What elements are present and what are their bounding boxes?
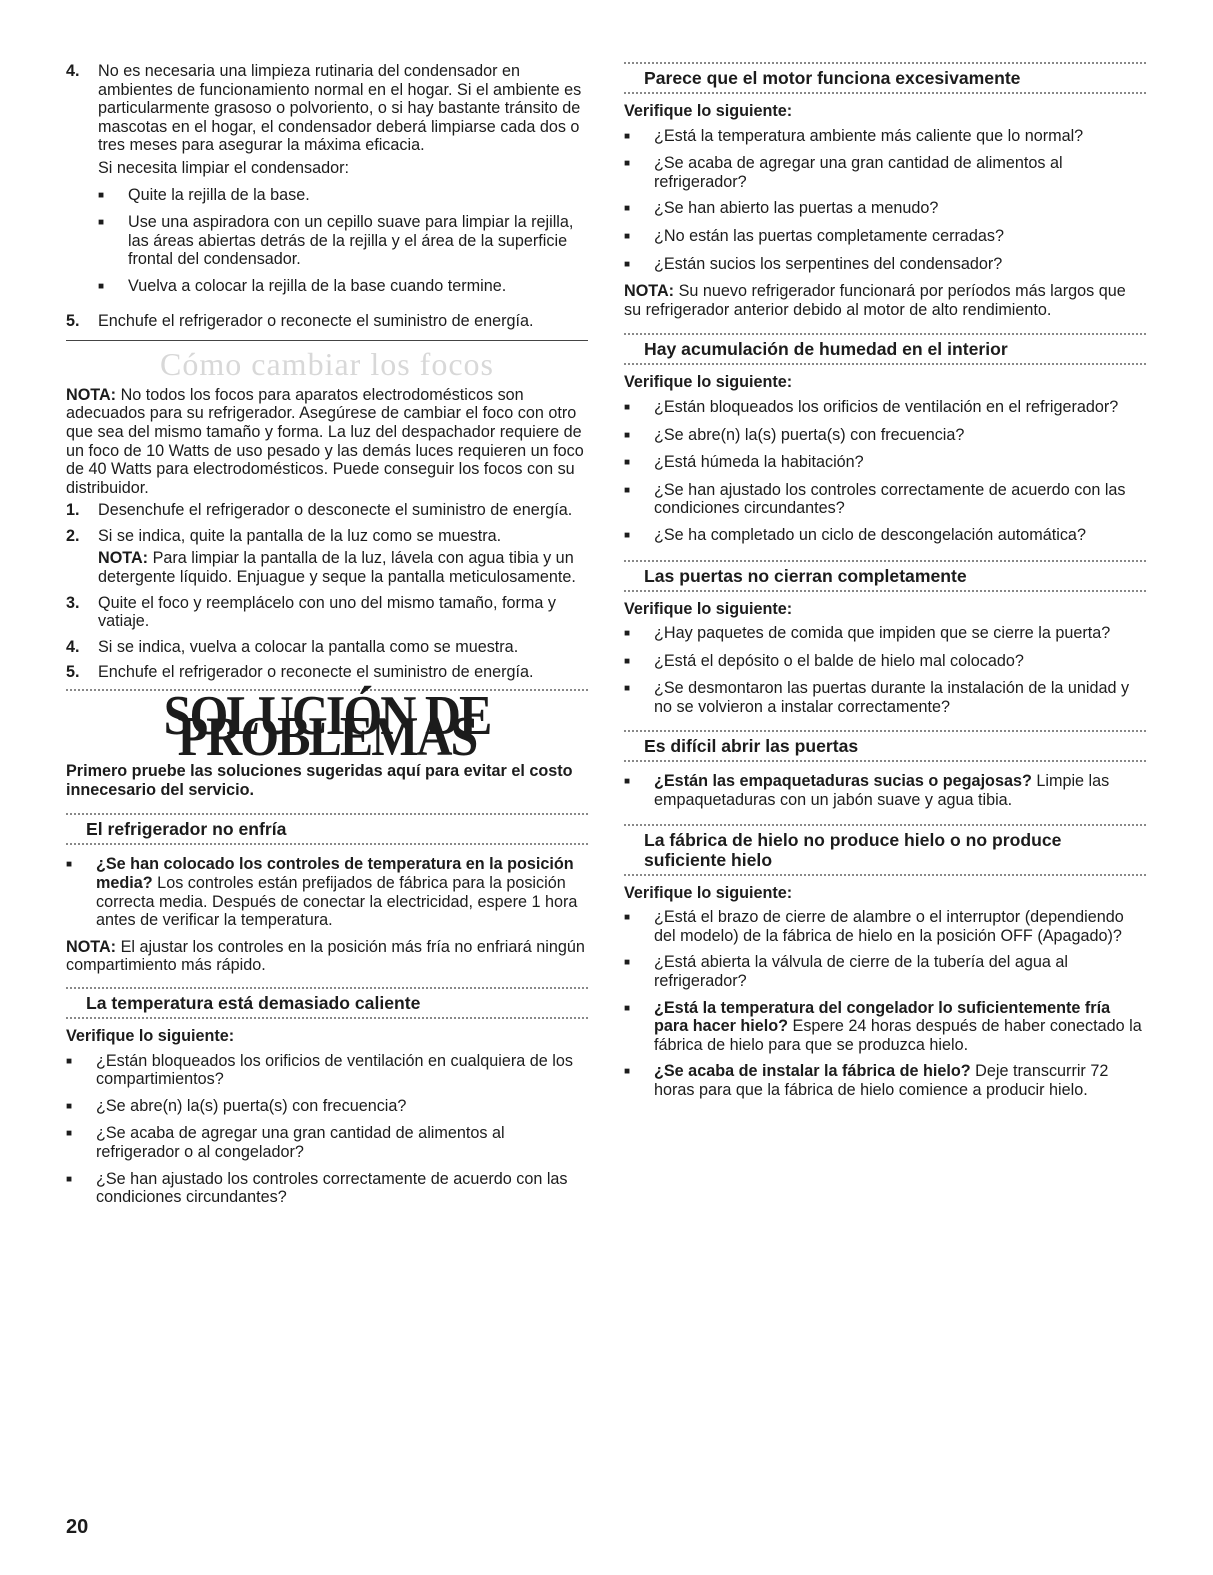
section-title-focos: Cómo cambiar los focos [160,346,494,383]
bullet-icon: ■ [66,859,73,871]
bulb-step-1: 1. Desenchufe el refrigerador o desconecte el suministro de energía. [66,501,573,520]
list-item: ■ ¿Está abierta la válvula de cierre de la tubería del agua al refrigerador? [624,953,1068,991]
step-subtext: Si necesita limpiar el condensador: [98,158,350,177]
divider [624,590,1146,592]
bullet-icon: ■ [66,1128,73,1140]
nota-paragraph: NOTA: No todos los focos para aparatos electrodomésticos son adecuados para su refrigerador. Asegúrese de cambiar el foco con otro que sea del mismo tamaño y forma. La luz del despachador requiere de un foco de 10 Watts de uso pesado y las demás luces requieren un foco de 40 Watts para electrodomésticos. Puede conseguir los focos con su distribuidor. [66,385,584,497]
bullet-icon: ■ [624,628,631,640]
list-item: ■ ¿Están las empaquetaduras sucias o pegajosas? Limpie las empaquetaduras con un jabón suave y agua tibia. [624,772,1110,810]
bullet-icon: ■ [98,217,105,229]
list-item: ■ ¿Se ha completado un ciclo de descongelación automática? [624,525,1086,544]
bullet-icon: ■ [624,230,631,242]
section-heading: Parece que el motor funciona excesivamente [644,68,1021,88]
list-item: ■ ¿No están las puertas completamente cerradas? [624,226,1005,245]
bulb-step-2: 2. Si se indica, quite la pantalla de la luz como se muestra. NOTA: Para limpiar la pantalla de la luz, lávela con agua tibia y un detergente líquido. Enjuague y seque la pantalla meticulosamente. [66,527,588,587]
bulb-step-4: 4. Si se indica, vuelva a colocar la pantalla como se muestra. [66,637,519,656]
list-item: ■ ¿Se acaba de agregar una gran cantidad de alimentos al refrigerador? [624,154,1063,191]
list-item: ■ ¿Se han ajustado los controles correctamente de acuerdo con las condiciones circundantes? [66,1169,568,1207]
bullet-icon: ■ [66,1055,73,1067]
list-item: ■ ¿Se han abierto las puertas a menudo? [624,199,939,218]
bullet-icon: ■ [624,957,631,969]
left-column [66,62,588,1215]
list-item: ■ Vuelva a colocar la rejilla de la base cuando termine. [98,276,507,295]
bullet-icon: ■ [624,776,631,788]
bulb-step-3: 3. Quite el foco y reemplácelo con uno del mismo tamaño, forma y vatiaje. [66,593,556,631]
divider [66,340,588,341]
intro-text: Primero pruebe las soluciones sugeridas aquí para evitar el costo innecesario del servicio. [66,762,573,799]
list-item: ■ ¿Están sucios los serpentines del condensador? [624,254,1003,273]
divider [624,363,1146,365]
divider [624,92,1146,94]
list-item: ■ Quite la rejilla de la base. [98,185,310,204]
list-item: ■ Use una aspiradora con un cepillo suave para limpiar la rejilla, las áreas abiertas detrás de la rejilla y el área de la superficie frontal del condensador. [98,213,574,269]
list-item: ■ ¿Está la temperatura del congelador lo suficientemente fría para hacer hielo? Espere 24 horas después de haber conectado la fábrica de hielo para que se produzca hielo. [624,998,1142,1054]
section-heading: Las puertas no cierran completamente [644,565,967,586]
verify-label: Verifique lo siguiente: [624,599,793,618]
bullet-icon: ■ [624,203,631,215]
list-item: ■ ¿Están bloqueados los orificios de ventilación en cualquiera de los compartimientos? [66,1051,573,1089]
list-item: ■ ¿Se han colocado los controles de temperatura en la posición media? Los controles están prefijados de fábrica para la posición correcta media. Después de conectar la electricidad, espere 1 hora antes de verificar la temperatura. [66,855,578,930]
bullet-icon: ■ [624,158,631,170]
step-5: 5. Enchufe el refrigerador o reconecte el suministro de energía. [66,311,534,330]
section-heading: Es difícil abrir las puertas [644,736,859,757]
bullet-icon: ■ [624,130,631,142]
list-item: ■ ¿Está la temperatura ambiente más caliente que lo normal? [624,126,1084,145]
verify-label: Verifique lo siguiente: [624,102,793,120]
nota-paragraph: NOTA: Su nuevo refrigerador funcionará por períodos más largos que su refrigerador anterior debido al motor de alto rendimiento. [624,282,1126,319]
bullet-icon: ■ [66,1100,73,1112]
nota-paragraph: NOTA: El ajustar los controles en la posición más fría no enfriará ningún compartimiento más rápido. [66,937,585,975]
list-item: ■ ¿Se abre(n) la(s) puerta(s) con frecuencia? [66,1096,407,1115]
bullet-icon: ■ [624,401,631,413]
list-item: ■ ¿Hay paquetes de comida que impiden que se cierre la puerta? [624,624,1111,643]
divider [624,760,1146,762]
step2-nota: NOTA: Para limpiar la pantalla de la luz, lávela con agua tibia y un detergente líquido. Enjuague y seque la pantalla meticulosamente. [98,549,576,587]
step-4 [66,62,588,305]
divider [66,843,588,845]
step-text: No es necesaria una limpieza rutinaria del condensador en ambientes de funcionamiento normal en el hogar. Si el ambiente es particularmente grasoso o polvoriento, o si hay bastante tránsito de mascotas en el hogar, el condensador deberá limpiarse cada dos o tres meses para asegurar la máxima eficacia. [98,62,582,155]
list-item: ■ ¿Se desmontaron las puertas durante la instalación de la unidad y no se volvieron a instalar correctamente? [624,679,1130,716]
section-heading: Hay acumulación de humedad en el interior [644,339,1008,360]
section-heading: El refrigerador no enfría [86,819,287,840]
bullet-icon: ■ [624,912,631,924]
bulb-step-5: 5. Enchufe el refrigerador o reconecte el suministro de energía. [66,663,534,682]
page-title: SOLUCIÓN DE PROBLEMAS [163,683,491,768]
bullet-icon: ■ [624,258,631,270]
section-heading: La fábrica de hielo no produce hielo o no produce suficiente hielo [644,829,1062,870]
list-item: ■ ¿Se acaba de instalar la fábrica de hielo? Deje transcurrir 72 horas para que la fábrica de hielo comience a producir hielo. [624,1062,1109,1099]
bullet-icon: ■ [624,484,631,496]
bullet-icon: ■ [98,189,105,201]
list-item: ■ ¿Están bloqueados los orificios de ventilación en el refrigerador? [624,397,1119,416]
divider [624,874,1146,876]
verify-label: Verifique lo siguiente: [624,373,793,392]
list-item: ■ ¿Está el depósito o el balde de hielo mal colocado? [624,651,1024,670]
bullet-icon: ■ [624,529,631,541]
right-column [624,62,1146,1108]
page-number: 20 [66,1516,89,1538]
bullet-icon: ■ [66,1173,73,1185]
bullet-icon: ■ [624,1066,631,1078]
list-item: ■ ¿Se han ajustado los controles correctamente de acuerdo con las condiciones circundantes? [624,480,1126,518]
list-item: ■ ¿Está húmeda la habitación? [624,453,864,472]
bullet-icon: ■ [624,655,631,667]
bullet-icon: ■ [98,280,105,292]
bullet-icon: ■ [624,683,631,695]
section-heading: La temperatura está demasiado caliente [86,992,421,1013]
bullet-icon: ■ [624,429,631,441]
list-item: ■ ¿Se abre(n) la(s) puerta(s) con frecuencia? [624,425,965,444]
step-number: 4. [66,62,80,80]
verify-label: Verifique lo siguiente: [66,1026,235,1045]
divider [66,1017,588,1019]
bullet-icon: ■ [624,1002,631,1014]
bullet-icon: ■ [624,457,631,469]
list-item: ■ ¿Está el brazo de cierre de alambre o el interruptor (dependiendo del modelo) de la fábrica de hielo en la posición OFF (Apagado)? [624,908,1124,945]
list-item: ■ ¿Se acaba de agregar una gran cantidad de alimentos al refrigerador o al congelador? [66,1124,505,1161]
verify-label: Verifique lo siguiente: [624,883,793,902]
